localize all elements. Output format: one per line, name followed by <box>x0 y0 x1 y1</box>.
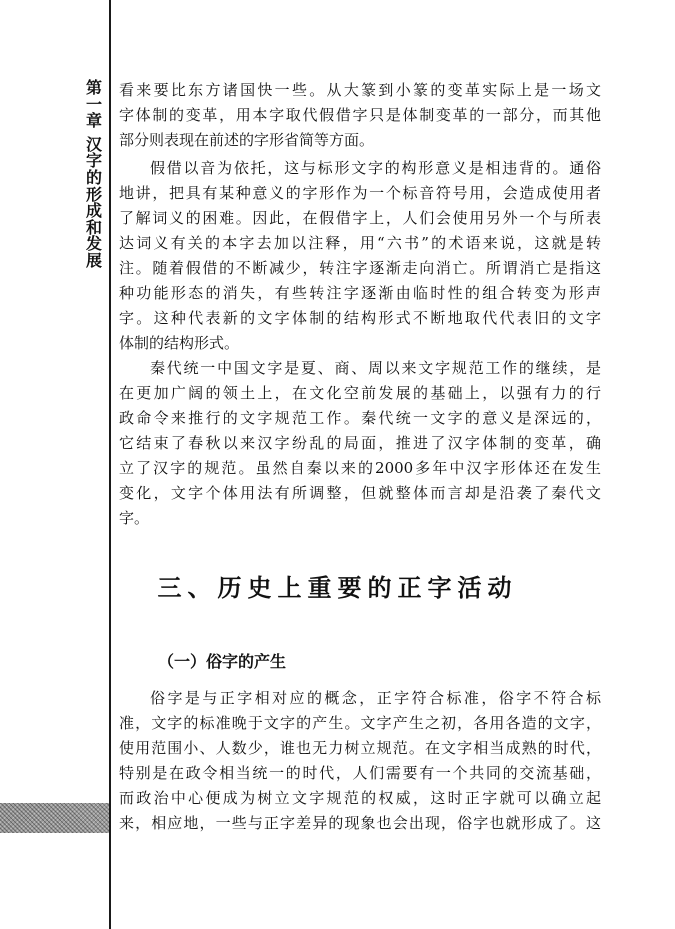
text-line: 达词义有关的本字去加以注释，用“六书”的术语来说，这就是转 <box>119 234 601 252</box>
title-char: 成 <box>85 201 102 221</box>
text-line: 字。这种代表新的文字体制的结构形式不断地取代代表旧的文字 <box>119 309 601 327</box>
title-char: 形 <box>85 184 102 204</box>
text-line: 而政治中心便成为树立文字规范的权威，这时正字就可以确立起 <box>119 789 601 807</box>
chapter-char: 第 <box>85 78 102 97</box>
text-line: 体制的结构形式。 <box>119 334 240 352</box>
text-line: 在更加广阔的领土上，在文化空前发展的基础上，以强有力的行 <box>119 384 601 402</box>
text-line: 特别是在政令相当统一的时代，人们需要有一个共同的交流基础， <box>119 764 601 782</box>
text-line: 它结束了春秋以来汉字纷乱的局面，推进了汉字体制的变革，确 <box>119 434 601 452</box>
paragraph-4 <box>119 686 601 836</box>
section-heading: 三、历史上重要的正字活动 <box>157 573 518 602</box>
chapter-char: 一 <box>85 94 102 114</box>
title-char: 和 <box>85 217 102 237</box>
text-line: 假借以音为依托，这与标形文字的构形意义是相违背的。通俗 <box>150 159 601 177</box>
text-line: 地讲，把具有某种意义的字形作为一个标音符号用，会造成使用者 <box>119 184 601 202</box>
text-line: 使用范围小、人数少，谁也无力树立规范。在文字相当成熟的时代， <box>119 739 601 757</box>
text-line: 俗字是与正字相对应的概念，正字符合标准，俗字不符合标 <box>150 689 601 707</box>
subsection-heading: （一）俗字的产生 <box>158 652 287 671</box>
text-line: 字体制的变革，用本字取代假借字只是体制变革的一部分，而其他 <box>119 106 601 124</box>
title-char: 发 <box>85 234 102 254</box>
chapter-char: 章 <box>85 111 102 131</box>
title-char: 的 <box>85 167 102 187</box>
running-chapter-title <box>83 80 105 270</box>
text-line: 了解词义的困难。因此，在假借字上，人们会使用另外一个与所表 <box>119 209 601 227</box>
text-line: 来，相应地，一些与正字差异的现象也会出现，俗字也就形成了。这 <box>119 814 601 832</box>
text-line: 种功能形态的消失，有些转注字逐渐由临时性的组合转变为形声 <box>119 284 601 302</box>
text-line: 立了汉字的规范。虽然自秦以来的2000多年中汉字形体还在发生 <box>119 459 601 477</box>
title-char: 汉 <box>85 134 102 154</box>
text-line: 字。 <box>119 509 150 527</box>
text-line: 准，文字的标准晚于文字的产生。文字产生之初，各用各造的文字， <box>119 714 601 732</box>
paragraph-2 <box>119 156 601 356</box>
paragraph-1 <box>119 78 601 153</box>
text-line: 看来要比东方诸国快一些。从大篆到小篆的变革实际上是一场文 <box>119 81 601 99</box>
paragraph-3 <box>119 356 601 531</box>
text-line: 政命令来推行的文字规范工作。秦代统一文字的意义是深远的， <box>119 409 601 427</box>
title-char: 字 <box>85 151 102 171</box>
text-line: 变化，文字个体用法有所调整，但就整体而言却是沿袭了秦代文 <box>119 484 601 502</box>
text-line: 注。随着假借的不断减少，转注字逐渐走向消亡。所谓消亡是指这 <box>119 259 601 277</box>
margin-rule <box>109 0 111 929</box>
text-line: 秦代统一中国文字是夏、商、周以来文字规范工作的继续，是 <box>150 359 601 377</box>
text-line: 部分则表现在前述的字形省简等方面。 <box>119 131 375 149</box>
title-char: 展 <box>85 250 102 270</box>
thumb-index-tab <box>0 803 109 833</box>
